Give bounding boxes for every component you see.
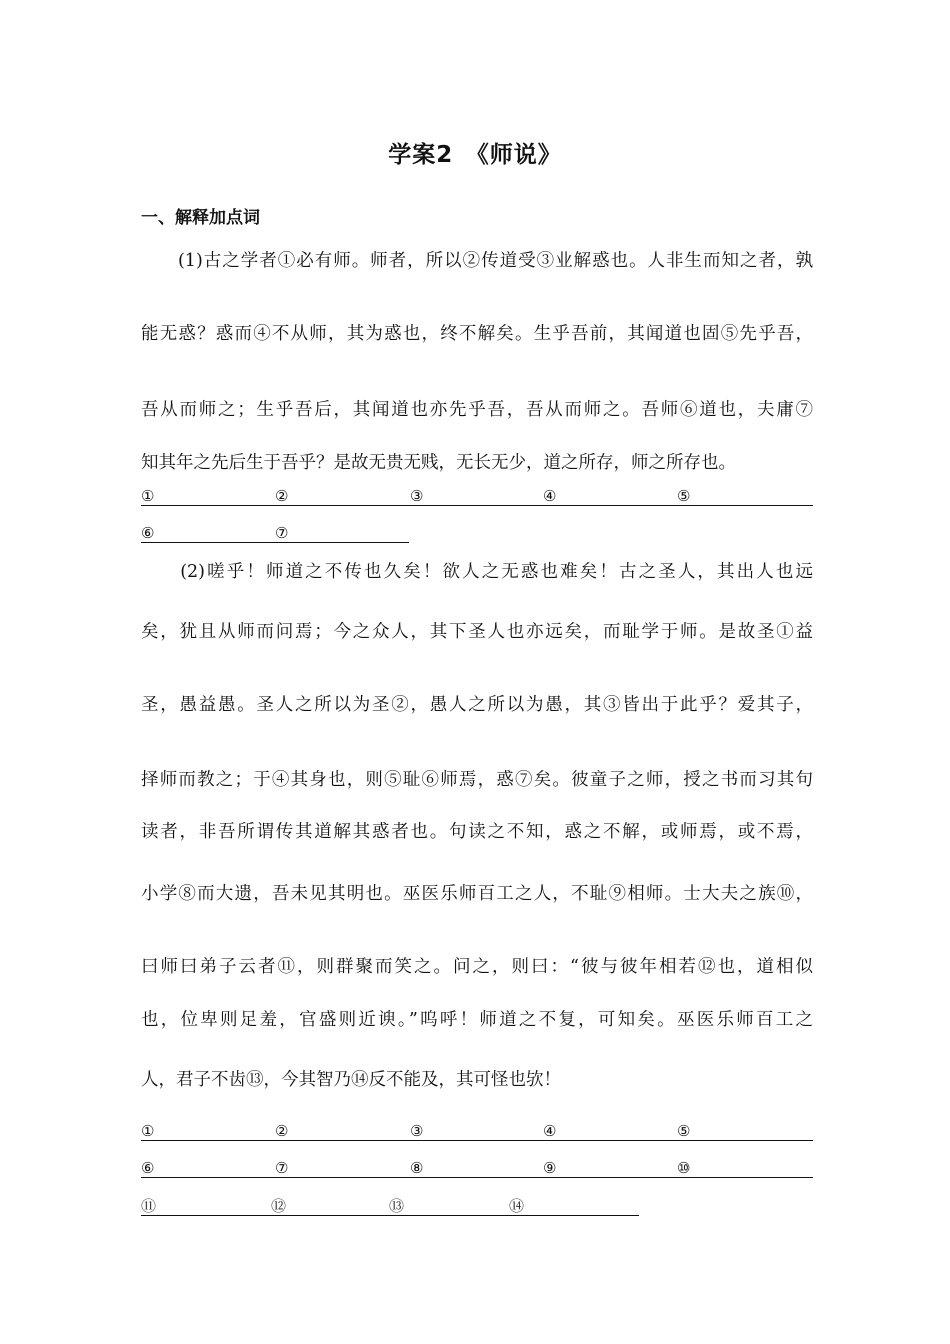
- page-title: 学案2 《师说》: [388, 142, 562, 168]
- answer-blank[interactable]: ②: [275, 485, 410, 506]
- answer-blank[interactable]: ⑬: [389, 1195, 509, 1216]
- answer-blank[interactable]: ⑦: [275, 1157, 410, 1178]
- section-heading: 一、解释加点词: [141, 208, 260, 228]
- passage2-line: 也，位卑则足羞，官盛则近谀。”呜呼！师道之不复，可知矣。巫医乐师百工之: [141, 1010, 813, 1030]
- answer-row-p2-1: [141, 1120, 813, 1142]
- answer-blank[interactable]: ③: [410, 485, 543, 506]
- answer-row-p2-3: [141, 1195, 813, 1217]
- answer-blank[interactable]: ⑩: [677, 1157, 813, 1178]
- passage2-line: 小学⑧而大遗，吾未见其明也。巫医乐师百工之人，不耻⑨相师。士大夫之族⑩，: [141, 884, 813, 904]
- answer-blank[interactable]: ⑪: [141, 1195, 271, 1216]
- passage2-line: 择师而教之；于④其身也，则⑤耻⑥师焉，惑⑦矣。彼童子之师，授之书而习其句: [141, 770, 813, 790]
- passage1-line: (1)古之学者①必有师。师者，所以②传道受③业解惑也。人非生而知之者，孰: [141, 251, 813, 271]
- passage2-line: 矣，犹且从师而问焉；今之众人，其下圣人也亦远矣，而耻学于师。是故圣①益: [141, 622, 813, 642]
- answer-blank[interactable]: ③: [410, 1120, 543, 1141]
- answer-row-p1-1: [141, 485, 813, 507]
- passage2-line: 曰师曰弟子云者⑪，则群聚而笑之。问之，则曰：“彼与彼年相若⑫也，道相似: [141, 957, 813, 977]
- passage1-line: 能无惑？惑而④不从师，其为惑也，终不解矣。生乎吾前，其闻道也固⑤先乎吾，: [141, 324, 813, 344]
- answer-blank[interactable]: ⑤: [677, 485, 813, 506]
- passage1-line: 吾从而师之；生乎吾后，其闻道也亦先乎吾，吾从而师之。吾师⑥道也，夫庸⑦: [141, 400, 813, 420]
- answer-blank[interactable]: ①: [141, 485, 275, 506]
- passage2-line: 人，君子不齿⑬，今其智乃⑭反不能及，其可怪也欤！: [141, 1070, 561, 1090]
- answer-blank[interactable]: ⑨: [543, 1157, 677, 1178]
- answer-blank[interactable]: ⑫: [271, 1195, 389, 1216]
- answer-blank[interactable]: ⑧: [410, 1157, 543, 1178]
- answer-blank[interactable]: ④: [543, 1120, 677, 1141]
- answer-row-p2-2: [141, 1157, 813, 1179]
- passage2-line: 圣，愚益愚。圣人之所以为圣②，愚人之所以为愚，其③皆出于此乎？爱其子，: [141, 695, 813, 715]
- answer-blank[interactable]: ⑤: [677, 1120, 813, 1141]
- passage1-line: 知其年之先后生于吾乎？是故无贵无贱，无长无少，道之所存，师之所存也。: [141, 453, 736, 473]
- answer-blank[interactable]: ①: [141, 1120, 275, 1141]
- answer-blank[interactable]: ⑭: [509, 1195, 639, 1216]
- passage2-line: (2)嗟乎！师道之不传也久矣！欲人之无惑也难矣！古之圣人，其出人也远: [141, 562, 813, 582]
- answer-blank[interactable]: ④: [543, 485, 677, 506]
- answer-row-p1-2: [141, 522, 813, 544]
- answer-blank[interactable]: ⑦: [275, 522, 409, 543]
- answer-blank[interactable]: ⑥: [141, 522, 275, 543]
- passage2-line: 读者，非吾所谓传其道解其惑者也。句读之不知，惑之不解，或师焉，或不焉，: [141, 822, 813, 842]
- answer-blank[interactable]: ⑥: [141, 1157, 275, 1178]
- answer-blank[interactable]: ②: [275, 1120, 410, 1141]
